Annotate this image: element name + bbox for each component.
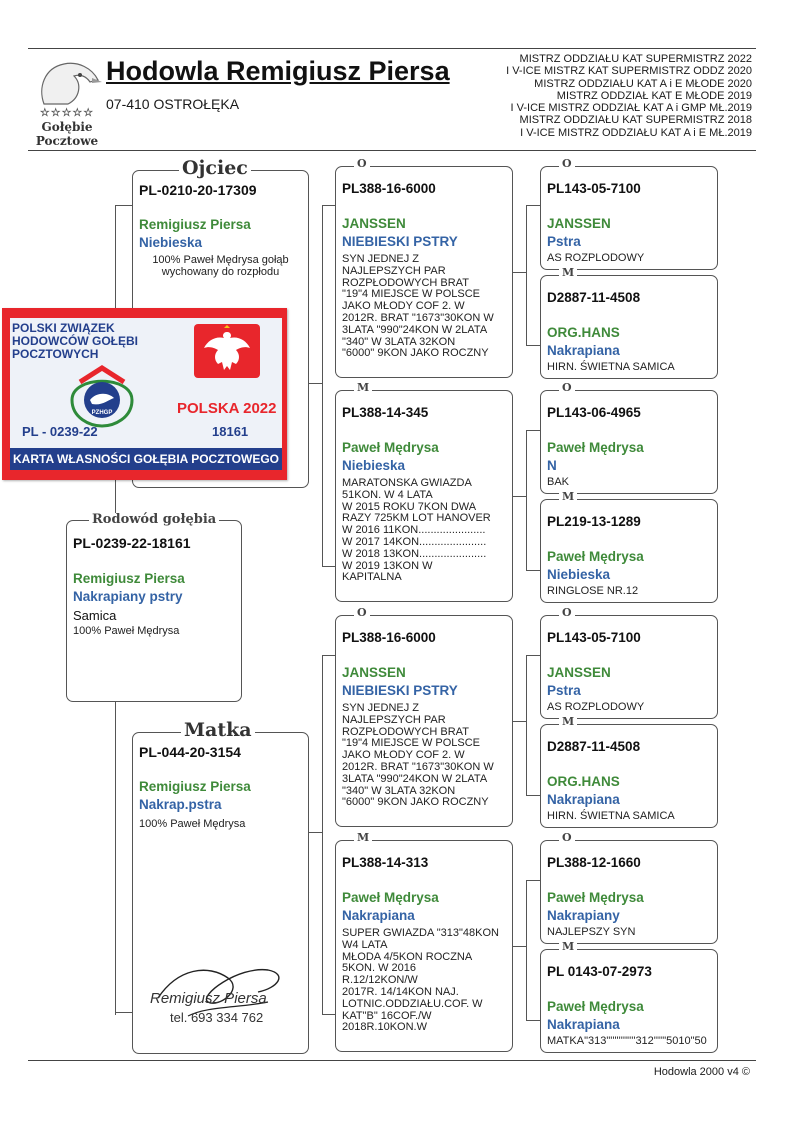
card-number: 18161 [212, 424, 249, 439]
card-association: POLSKI ZWIĄZEK HODOWCÓW GOŁĘBI POCZTOWYCH [12, 321, 138, 361]
achievement-item: MISTRZ ODDZIAŁU KAT A i E MŁODE 2020 [534, 77, 752, 90]
page-title: Hodowla Remigiusz Piersa [106, 56, 450, 86]
great-grandparent-box [540, 715, 718, 828]
great-grandparent-ring: PL143-05-7100 [547, 630, 641, 645]
great-grandparent-tab: M [559, 490, 577, 504]
software-footer: Hodowla 2000 v4 © [653, 1066, 750, 1078]
connector-line [513, 272, 527, 273]
great-grandparent-note: AS ROZPLODOWY [547, 701, 645, 713]
great-grandparent-ring: PL143-06-4965 [547, 405, 641, 420]
grandparent-ring: PL388-16-6000 [342, 630, 436, 645]
great-grandparent-color: Pstra [547, 683, 581, 698]
great-grandparent-tab: O [559, 831, 575, 845]
logo-line2: Pocztowe [35, 134, 99, 148]
grandparent-ring: PL388-16-6000 [342, 181, 436, 196]
connector-line [513, 946, 527, 947]
great-grandparent-breeder: JANSSEN [547, 665, 611, 680]
connector-line [308, 383, 323, 384]
connector-line [513, 496, 527, 497]
connector-line [526, 205, 527, 345]
great-grandparent-ring: PL219-13-1289 [547, 514, 641, 529]
connector-line [526, 1020, 540, 1021]
grandparent-color: NIEBIESKI PSTRY [342, 234, 458, 249]
connector-line [513, 721, 527, 722]
grandparent-color: Niebieska [342, 458, 406, 473]
great-grandparent-tab: O [559, 606, 575, 620]
connector-line [322, 655, 336, 656]
great-grandparent-ring: PL 0143-07-2973 [547, 964, 652, 979]
great-grandparent-breeder: ORG.HANS [547, 774, 620, 789]
great-grandparent-box [540, 266, 718, 379]
great-grandparent-color: Nakrapiana [547, 1017, 620, 1032]
father-tab: Ojciec [179, 157, 251, 179]
mother-color: Nakrap.pstra [139, 797, 222, 812]
logo-line1: Gołębie [41, 120, 93, 134]
grandparent-note: MARATONSKA GWIAZDA 51KON. W 4 LATA W 2015 ROKU 7KON DWA RAZY 725KM LOT HANOVER W 2016 11KON...................... W 2017 14KON...................... W 2018 13KON...................... W 2019 13KON W KAPITALNA [342, 477, 491, 584]
grandparent-color: NIEBIESKI PSTRY [342, 683, 458, 698]
bird-note: 100% Paweł Mędrysa [73, 625, 180, 637]
pigeon-head-icon [30, 58, 104, 108]
grandparent-note: SYN JEDNEJ Z NAJLEPSZYCH PAR ROZPŁODOWYCH BRAT "19"4 MIEJSCE W POLSCE JAKO MŁODY COF 2. W 2012R. BRAT "1673"30KON W 3LATA "990"24KON W 2LATA "340" W 3LATA 32KON "6000" 9KON JAKO ROCZNY [342, 702, 494, 809]
polish-eagle-icon [192, 322, 262, 380]
connector-line [322, 205, 336, 206]
grandparent-box [335, 831, 513, 1052]
connector-line [526, 570, 540, 571]
great-grandparent-breeder: ORG.HANS [547, 325, 620, 340]
grandparent-box [335, 606, 513, 827]
achievements-list [452, 53, 752, 139]
great-grandparent-box [540, 157, 718, 270]
achievement-item: I V-ICE MISTRZ KAT SUPERMISTRZ ODDZ 2020 [506, 65, 752, 78]
great-grandparent-note: NAJLEPSZY SYN [547, 926, 636, 938]
achievement-item: MISTRZ ODDZIAŁU KAT SUPERMISTRZ 2022 [519, 53, 752, 65]
great-grandparent-breeder: Paweł Mędrysa [547, 999, 644, 1014]
connector-line [526, 205, 540, 206]
connector-line [322, 655, 323, 1015]
great-grandparent-breeder: Paweł Mędrysa [547, 549, 644, 564]
great-grandparent-box [540, 490, 718, 603]
great-grandparent-tab: O [559, 157, 575, 171]
signature-name: Remigiusz Piersa [150, 990, 267, 1007]
great-grandparent-tab: M [559, 715, 577, 729]
great-grandparent-breeder: Paweł Mędrysa [547, 440, 644, 455]
connector-line [308, 832, 323, 833]
connector-line [115, 1012, 133, 1013]
connector-line [526, 345, 540, 346]
card-footer: KARTA WŁASNOŚCI GOŁĘBIA POCZTOWEGO [10, 448, 282, 470]
great-grandparent-note: BAK [547, 476, 570, 488]
great-grandparent-note: AS ROZPLODOWY [547, 252, 645, 264]
ownership-card [2, 308, 287, 480]
great-grandparent-color: Nakrapiany [547, 908, 620, 923]
great-grandparent-ring: PL143-05-7100 [547, 181, 641, 196]
grandparent-breeder: Paweł Mędrysa [342, 440, 439, 455]
great-grandparent-box [540, 831, 718, 944]
great-grandparent-ring: D2887-11-4508 [547, 739, 641, 754]
grandparent-ring: PL388-14-345 [342, 405, 429, 420]
card-ring: PL - 0239-22 [22, 424, 98, 439]
great-grandparent-note: HIRN. ŚWIETNA SAMICA [547, 810, 675, 822]
bird-box [66, 512, 242, 702]
grandparent-tab: O [354, 606, 370, 620]
connector-line [526, 795, 540, 796]
logo [30, 58, 104, 150]
connector-line [322, 205, 323, 567]
connector-line [322, 1014, 336, 1015]
great-grandparent-note: MATKA"313"''''''''''''312''''"5010"50 [547, 1035, 707, 1047]
bird-breeder: Remigiusz Piersa [73, 571, 185, 586]
mother-tab: Matka [181, 719, 255, 741]
great-grandparent-tab: O [559, 381, 575, 395]
great-grandparent-color: N [547, 458, 557, 473]
achievement-item: MISTRZ ODDZIAŁU KAT SUPERMISTRZ 2018 [519, 114, 752, 127]
great-grandparent-box [540, 381, 718, 494]
great-grandparent-breeder: Paweł Mędrysa [547, 890, 644, 905]
connector-line [115, 205, 133, 206]
grandparent-breeder: JANSSEN [342, 216, 406, 231]
father-note: 100% Paweł Mędrysa gołąb wychowany do rozpłodu [152, 254, 289, 278]
great-grandparent-note: HIRN. ŚWIETNA SAMICA [547, 361, 675, 373]
great-grandparent-tab: M [559, 266, 577, 280]
connector-line [526, 430, 527, 570]
card-country: POLSKA 2022 [177, 400, 277, 417]
bird-ring: PL-0239-22-18161 [73, 535, 191, 551]
great-grandparent-color: Nakrapiana [547, 343, 620, 358]
great-grandparent-color: Niebieska [547, 567, 611, 582]
grandparent-breeder: JANSSEN [342, 665, 406, 680]
father-breeder: Remigiusz Piersa [139, 217, 251, 232]
grandparent-color: Nakrapiana [342, 908, 415, 923]
great-grandparent-note: RINGLOSE NR.12 [547, 585, 639, 597]
father-ring: PL-0210-20-17309 [139, 182, 257, 198]
grandparent-ring: PL388-14-313 [342, 855, 429, 870]
connector-line [526, 880, 540, 881]
mother-ring: PL-044-20-3154 [139, 744, 241, 760]
great-grandparent-tab: M [559, 940, 577, 954]
connector-line [526, 430, 540, 431]
svg-text:PZHGP: PZHGP [91, 410, 113, 416]
connector-line [526, 880, 527, 1020]
bird-sex: Samica [73, 608, 117, 623]
great-grandparent-color: Nakrapiana [547, 792, 620, 807]
great-grandparent-ring: PL388-12-1660 [547, 855, 641, 870]
mother-note: 100% Paweł Mędrysa [139, 818, 246, 830]
great-grandparent-box [540, 606, 718, 719]
breeder-city: 07-410 OSTROŁĘKA [106, 96, 240, 112]
signature-phone: tel. 693 334 762 [170, 1010, 264, 1025]
bird-tab: Rodowód gołębia [89, 513, 219, 527]
grandparent-tab: O [354, 157, 370, 171]
grandparent-tab: M [354, 381, 372, 395]
achievement-item: I V-ICE MISTRZ ODDZIAŁU KAT A i E MŁ.2019 [520, 126, 752, 139]
great-grandparent-breeder: JANSSEN [547, 216, 611, 231]
achievement-item: I V-ICE MISTRZ ODDZIAŁ KAT A i GMP MŁ.2019 [510, 102, 752, 115]
mother-breeder: Remigiusz Piersa [139, 779, 251, 794]
grandparent-note: SUPER GWIAZDA "313"48KON W4 LATA MŁODA 4/5KON ROCZNA 5KON. W 2016 R.12/12KON/W 2017R. 14/14KON NAJ. LOTNIC.ODDZIAŁU.COF. W KAT"B" 16COF./W 2018R.10KON.W [342, 927, 499, 1034]
father-color: Niebieska [139, 235, 203, 250]
great-grandparent-box [540, 940, 718, 1053]
great-grandparent-ring: D2887-11-4508 [547, 290, 641, 305]
connector-line [526, 655, 540, 656]
grandparent-tab: M [354, 831, 372, 845]
grandparent-breeder: Paweł Mędrysa [342, 890, 439, 905]
grandparent-note: SYN JEDNEJ Z NAJLEPSZYCH PAR ROZPŁODOWYCH BRAT "19"4 MIEJSCE W POLSCE JAKO MŁODY COF 2. W 2012R. BRAT "1673"30KON W 3LATA "990"24KON W 2LATA "340" W 3LATA 32KON "6000" 9KON JAKO ROCZNY [342, 253, 494, 360]
connector-line [526, 655, 527, 795]
great-grandparent-color: Pstra [547, 234, 581, 249]
connector-line [322, 566, 336, 567]
achievement-item: MISTRZ ODDZIAŁ KAT E MŁODE 2019 [556, 89, 752, 102]
logo-stars: ☆☆☆☆☆ [39, 106, 95, 119]
grandparent-box [335, 157, 513, 378]
bird-color: Nakrapiany pstry [73, 589, 183, 604]
grandparent-box [335, 381, 513, 602]
pzhgp-badge-icon [62, 360, 142, 430]
